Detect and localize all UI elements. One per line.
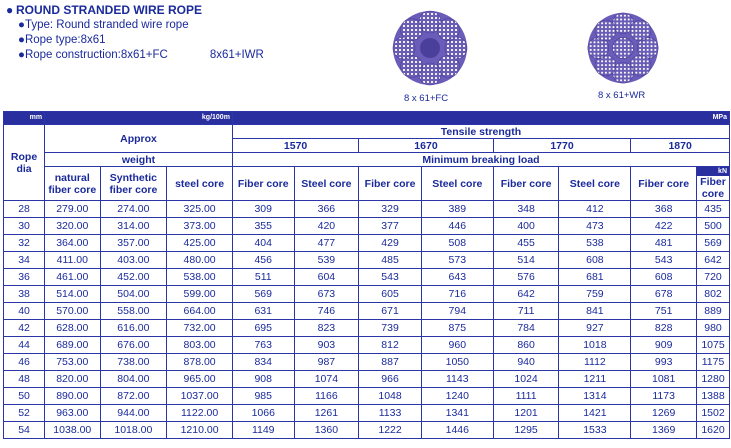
table-cell: 963.00 bbox=[45, 405, 100, 422]
table-cell: 373.00 bbox=[167, 218, 233, 235]
table-cell: 425.00 bbox=[167, 235, 233, 252]
table-row bbox=[4, 337, 730, 354]
table-cell: 314.00 bbox=[100, 218, 167, 235]
table-cell: 605 bbox=[359, 286, 422, 303]
table-cell: 903 bbox=[294, 337, 359, 354]
spec-table bbox=[3, 111, 730, 439]
table-cell: 1446 bbox=[421, 422, 493, 439]
table-cell: 643 bbox=[421, 269, 493, 286]
rope-iwr-diagram bbox=[585, 10, 661, 86]
table-cell: 966 bbox=[359, 371, 422, 388]
table-cell: 642 bbox=[493, 286, 559, 303]
table-cell: 1360 bbox=[294, 422, 359, 439]
table-cell: 599.00 bbox=[167, 286, 233, 303]
table-cell: 1211 bbox=[559, 371, 631, 388]
unit-kn: kN bbox=[697, 167, 729, 176]
table-cell: 1018.00 bbox=[100, 422, 167, 439]
table-cell: 1074 bbox=[294, 371, 359, 388]
table-cell: 940 bbox=[493, 354, 559, 371]
unit-mm: mm bbox=[4, 112, 45, 125]
table-cell: 543 bbox=[631, 252, 697, 269]
table-cell: 508 bbox=[421, 235, 493, 252]
table-cell: 558.00 bbox=[100, 303, 167, 320]
rope-iwr-caption: 8 x 61+WR bbox=[598, 90, 646, 101]
grade-header: 1770 bbox=[493, 139, 631, 153]
table-cell: 28 bbox=[4, 201, 45, 218]
table-cell: 1166 bbox=[294, 388, 359, 405]
table-cell: 452.00 bbox=[100, 269, 167, 286]
table-cell: 52 bbox=[4, 405, 45, 422]
weight-header: weight bbox=[45, 153, 233, 167]
bullet-icon: ● bbox=[18, 49, 25, 61]
table-cell: 366 bbox=[294, 201, 359, 218]
table-cell: 543 bbox=[359, 269, 422, 286]
table-cell: 1222 bbox=[359, 422, 422, 439]
table-cell: 738.00 bbox=[100, 354, 167, 371]
rope-fc-diagram bbox=[390, 8, 470, 88]
col-fiber-core: Fiber core bbox=[232, 167, 294, 201]
table-cell: 1210.00 bbox=[167, 422, 233, 439]
unit-mpa: MPa bbox=[232, 112, 729, 125]
table-cell: 1269 bbox=[631, 405, 697, 422]
table-cell: 1369 bbox=[631, 422, 697, 439]
table-row bbox=[4, 422, 730, 439]
approx-header: Approx bbox=[45, 125, 233, 153]
table-cell: 608 bbox=[631, 269, 697, 286]
table-cell: 1024 bbox=[493, 371, 559, 388]
table-cell: 1143 bbox=[421, 371, 493, 388]
table-cell: 570.00 bbox=[45, 303, 100, 320]
table-cell: 909 bbox=[631, 337, 697, 354]
table-cell: 48 bbox=[4, 371, 45, 388]
col-natural-fiber: natural fiber core bbox=[45, 167, 100, 201]
table-row bbox=[4, 252, 730, 269]
table-cell: 678 bbox=[631, 286, 697, 303]
table-cell: 1502 bbox=[697, 405, 730, 422]
table-cell: 631 bbox=[232, 303, 294, 320]
table-cell: 608 bbox=[559, 252, 631, 269]
table-cell: 960 bbox=[421, 337, 493, 354]
table-cell: 477 bbox=[294, 235, 359, 252]
table-cell: 1280 bbox=[697, 371, 730, 388]
table-cell: 368 bbox=[631, 201, 697, 218]
col-fiber-core: Fiber core bbox=[631, 167, 697, 201]
page-title: ● ROUND STRANDED WIRE ROPE bbox=[6, 3, 203, 17]
table-cell: 802 bbox=[697, 286, 730, 303]
table-cell: 784 bbox=[493, 320, 559, 337]
table-cell: 485 bbox=[359, 252, 422, 269]
bullet-icon: ● bbox=[6, 3, 14, 17]
table-cell: 834 bbox=[232, 354, 294, 371]
table-cell: 1295 bbox=[493, 422, 559, 439]
col-fiber-core: Fiber core bbox=[493, 167, 559, 201]
table-cell: 400 bbox=[493, 218, 559, 235]
table-cell: 480.00 bbox=[167, 252, 233, 269]
table-cell: 429 bbox=[359, 235, 422, 252]
table-row bbox=[4, 354, 730, 371]
table-cell: 812 bbox=[359, 337, 422, 354]
table-cell: 676.00 bbox=[100, 337, 167, 354]
table-cell: 1111 bbox=[493, 388, 559, 405]
table-cell: 1388 bbox=[697, 388, 730, 405]
table-cell: 1081 bbox=[631, 371, 697, 388]
table-cell: 38 bbox=[4, 286, 45, 303]
rope-dia-header: Rope dia bbox=[4, 125, 45, 201]
table-cell: 538.00 bbox=[167, 269, 233, 286]
table-row bbox=[4, 320, 730, 337]
table-cell: 746 bbox=[294, 303, 359, 320]
table-cell: 739 bbox=[359, 320, 422, 337]
table-cell: 357.00 bbox=[100, 235, 167, 252]
table-cell: 1149 bbox=[232, 422, 294, 439]
table-row bbox=[4, 303, 730, 320]
table-cell: 377 bbox=[359, 218, 422, 235]
table-cell: 887 bbox=[359, 354, 422, 371]
table-cell: 616.00 bbox=[100, 320, 167, 337]
table-cell: 875 bbox=[421, 320, 493, 337]
table-cell: 732.00 bbox=[167, 320, 233, 337]
table-cell: 576 bbox=[493, 269, 559, 286]
table-cell: 642 bbox=[697, 252, 730, 269]
grade-header: 1570 bbox=[232, 139, 358, 153]
spec-header bbox=[6, 3, 264, 63]
table-cell: 716 bbox=[421, 286, 493, 303]
table-cell: 481 bbox=[631, 235, 697, 252]
table-cell: 753.00 bbox=[45, 354, 100, 371]
rope-fc-caption: 8 x 61+FC bbox=[404, 93, 449, 104]
col-steel-core: steel core bbox=[167, 167, 233, 201]
table-cell: 411.00 bbox=[45, 252, 100, 269]
table-cell: 1533 bbox=[559, 422, 631, 439]
table-cell: 1133 bbox=[359, 405, 422, 422]
table-cell: 1341 bbox=[421, 405, 493, 422]
table-cell: 403.00 bbox=[100, 252, 167, 269]
table-cell: 320.00 bbox=[45, 218, 100, 235]
table-cell: 30 bbox=[4, 218, 45, 235]
table-cell: 274.00 bbox=[100, 201, 167, 218]
table-cell: 348 bbox=[493, 201, 559, 218]
table-row bbox=[4, 405, 730, 422]
table-cell: 890.00 bbox=[45, 388, 100, 405]
table-cell: 355 bbox=[232, 218, 294, 235]
table-cell: 412 bbox=[559, 201, 631, 218]
table-row bbox=[4, 286, 730, 303]
table-cell: 980 bbox=[697, 320, 730, 337]
table-cell: 965.00 bbox=[167, 371, 233, 388]
table-cell: 944.00 bbox=[100, 405, 167, 422]
min-breaking-header: Minimum breaking load bbox=[232, 153, 729, 167]
table-cell: 1037.00 bbox=[167, 388, 233, 405]
table-cell: 828 bbox=[631, 320, 697, 337]
bullet-icon: ● bbox=[18, 34, 25, 46]
table-cell: 569 bbox=[697, 235, 730, 252]
col-steel-core: Steel core bbox=[559, 167, 631, 201]
table-cell: 36 bbox=[4, 269, 45, 286]
type-line: ●Type: Round stranded wire rope bbox=[18, 19, 189, 31]
col-fiber-core-last: kN Fiber core bbox=[697, 167, 730, 201]
table-cell: 461.00 bbox=[45, 269, 100, 286]
table-cell: 364.00 bbox=[45, 235, 100, 252]
table-cell: 446 bbox=[421, 218, 493, 235]
table-cell: 569 bbox=[232, 286, 294, 303]
table-cell: 404 bbox=[232, 235, 294, 252]
table-row bbox=[4, 269, 730, 286]
table-cell: 389 bbox=[421, 201, 493, 218]
table-cell: 1122.00 bbox=[167, 405, 233, 422]
table-cell: 473 bbox=[559, 218, 631, 235]
table-cell: 1018 bbox=[559, 337, 631, 354]
table-cell: 1038.00 bbox=[45, 422, 100, 439]
table-cell: 500 bbox=[697, 218, 730, 235]
table-cell: 763 bbox=[232, 337, 294, 354]
table-cell: 872.00 bbox=[100, 388, 167, 405]
bullet-icon: ● bbox=[18, 19, 25, 31]
table-cell: 46 bbox=[4, 354, 45, 371]
table-cell: 40 bbox=[4, 303, 45, 320]
table-cell: 993 bbox=[631, 354, 697, 371]
table-row bbox=[4, 235, 730, 252]
table-cell: 422 bbox=[631, 218, 697, 235]
table-cell: 878.00 bbox=[167, 354, 233, 371]
table-cell: 279.00 bbox=[45, 201, 100, 218]
table-cell: 514 bbox=[493, 252, 559, 269]
table-cell: 504.00 bbox=[100, 286, 167, 303]
table-cell: 804.00 bbox=[100, 371, 167, 388]
table-cell: 1112 bbox=[559, 354, 631, 371]
table-cell: 720 bbox=[697, 269, 730, 286]
table-cell: 511 bbox=[232, 269, 294, 286]
table-cell: 539 bbox=[294, 252, 359, 269]
table-cell: 987 bbox=[294, 354, 359, 371]
table-cell: 1620 bbox=[697, 422, 730, 439]
table-cell: 664.00 bbox=[167, 303, 233, 320]
table-cell: 34 bbox=[4, 252, 45, 269]
col-fiber-core: Fiber core bbox=[359, 167, 422, 201]
table-cell: 325.00 bbox=[167, 201, 233, 218]
col-steel-core: Steel core bbox=[294, 167, 359, 201]
table-cell: 1066 bbox=[232, 405, 294, 422]
table-row bbox=[4, 388, 730, 405]
table-cell: 573 bbox=[421, 252, 493, 269]
col-synthetic-fiber: Synthetic fiber core bbox=[100, 167, 167, 201]
table-cell: 1075 bbox=[697, 337, 730, 354]
table-cell: 455 bbox=[493, 235, 559, 252]
table-cell: 673 bbox=[294, 286, 359, 303]
table-cell: 1175 bbox=[697, 354, 730, 371]
rope-type-line: ●Rope type:8x61 bbox=[18, 34, 106, 46]
table-cell: 54 bbox=[4, 422, 45, 439]
table-cell: 1201 bbox=[493, 405, 559, 422]
table-cell: 420 bbox=[294, 218, 359, 235]
table-cell: 908 bbox=[232, 371, 294, 388]
table-cell: 628.00 bbox=[45, 320, 100, 337]
table-cell: 1421 bbox=[559, 405, 631, 422]
table-row bbox=[4, 218, 730, 235]
table-row bbox=[4, 371, 730, 388]
table-cell: 329 bbox=[359, 201, 422, 218]
table-cell: 1261 bbox=[294, 405, 359, 422]
table-cell: 32 bbox=[4, 235, 45, 252]
tensile-header: Tensile strength bbox=[232, 125, 729, 139]
table-cell: 759 bbox=[559, 286, 631, 303]
table-cell: 751 bbox=[631, 303, 697, 320]
table-cell: 820.00 bbox=[45, 371, 100, 388]
table-cell: 1240 bbox=[421, 388, 493, 405]
unit-kg: kg/100m bbox=[45, 112, 233, 125]
grade-header: 1670 bbox=[359, 139, 494, 153]
construction-line: ●Rope construction:8x61+FC 8x61+IWR bbox=[18, 49, 264, 61]
table-cell: 604 bbox=[294, 269, 359, 286]
table-cell: 689.00 bbox=[45, 337, 100, 354]
table-cell: 711 bbox=[493, 303, 559, 320]
table-cell: 1173 bbox=[631, 388, 697, 405]
construction-alt: 8x61+IWR bbox=[209, 49, 264, 61]
table-cell: 435 bbox=[697, 201, 730, 218]
table-cell: 803.00 bbox=[167, 337, 233, 354]
table-cell: 695 bbox=[232, 320, 294, 337]
table-cell: 538 bbox=[559, 235, 631, 252]
table-cell: 841 bbox=[559, 303, 631, 320]
table-cell: 927 bbox=[559, 320, 631, 337]
table-cell: 50 bbox=[4, 388, 45, 405]
table-cell: 514.00 bbox=[45, 286, 100, 303]
table-cell: 823 bbox=[294, 320, 359, 337]
table-cell: 1050 bbox=[421, 354, 493, 371]
table-cell: 671 bbox=[359, 303, 422, 320]
table-cell: 1314 bbox=[559, 388, 631, 405]
table-cell: 681 bbox=[559, 269, 631, 286]
table-cell: 889 bbox=[697, 303, 730, 320]
table-cell: 1048 bbox=[359, 388, 422, 405]
table-cell: 44 bbox=[4, 337, 45, 354]
table-cell: 42 bbox=[4, 320, 45, 337]
table-cell: 985 bbox=[232, 388, 294, 405]
table-cell: 860 bbox=[493, 337, 559, 354]
grade-header: 1870 bbox=[631, 139, 730, 153]
table-body bbox=[4, 201, 730, 439]
col-steel-core: Steel core bbox=[421, 167, 493, 201]
table-cell: 456 bbox=[232, 252, 294, 269]
table-row bbox=[4, 201, 730, 218]
table-cell: 309 bbox=[232, 201, 294, 218]
table-cell: 794 bbox=[421, 303, 493, 320]
